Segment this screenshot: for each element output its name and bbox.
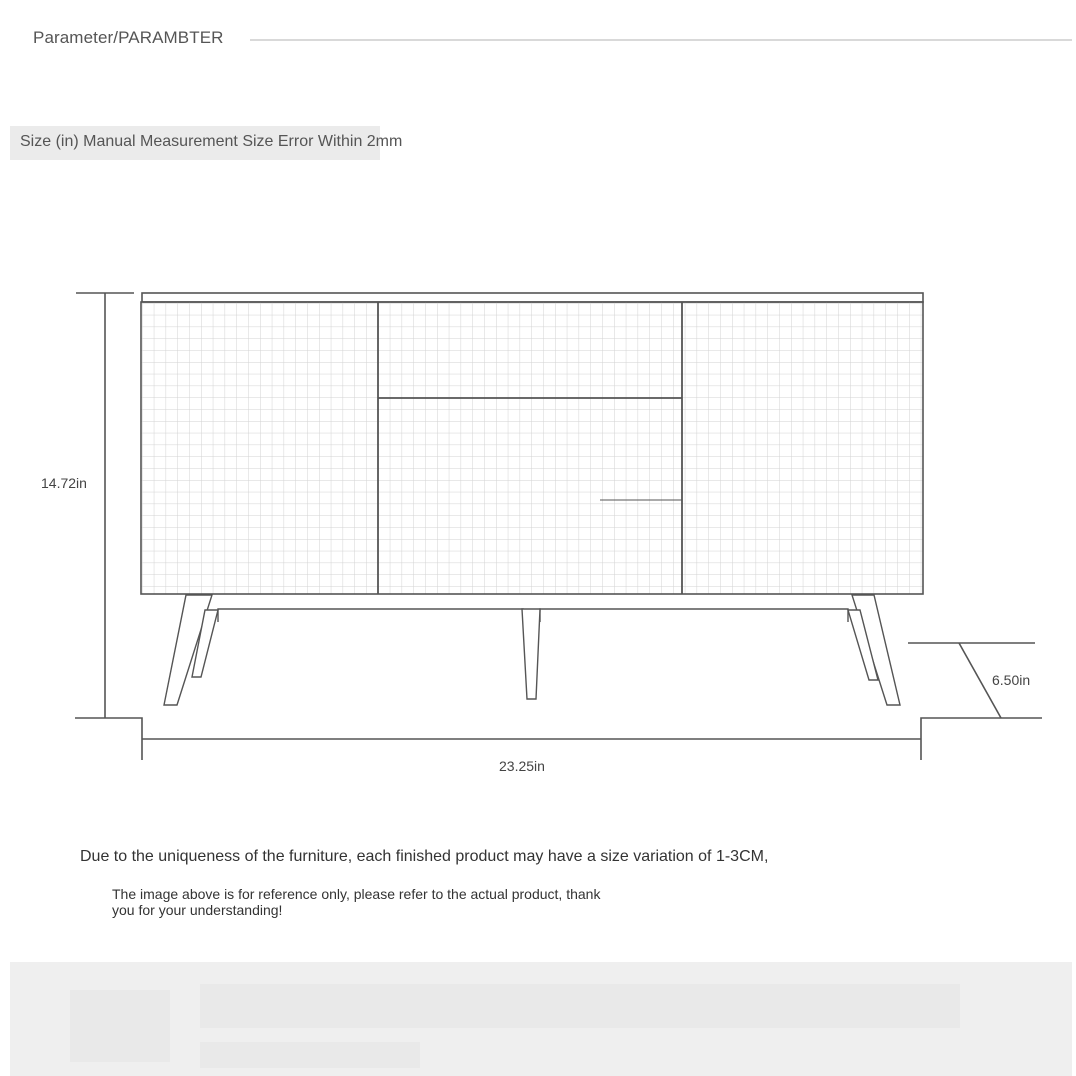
- reference-disclaimer: The image above is for reference only, please refer to the actual product, thank you for your understanding!: [112, 886, 601, 918]
- footer-placeholder-block: [70, 990, 170, 1062]
- base-frame-right: [540, 609, 848, 622]
- cabinet-top: [142, 293, 923, 302]
- footer-panel: [10, 962, 1072, 1076]
- height-label: 14.72in: [41, 475, 87, 491]
- section-title: Parameter/PARAMBTER: [33, 28, 224, 47]
- width-label: 23.25in: [499, 758, 545, 774]
- size-banner-text: Size (in) Manual Measurement Size Error Within 2mm: [20, 133, 403, 150]
- center-leg: [522, 609, 540, 699]
- size-variation-note: Due to the uniqueness of the furniture, each finished product may have a size variation of 1-3CM,: [80, 848, 769, 865]
- cabinet-body: [141, 302, 923, 594]
- floor-line-left: [75, 718, 142, 760]
- leg-height-label: 6.50in: [992, 672, 1031, 688]
- floor-line-right: [921, 718, 1042, 760]
- footer-placeholder-line: [200, 1042, 420, 1068]
- base-frame: [218, 609, 523, 622]
- footer-placeholder-bar: [200, 984, 960, 1028]
